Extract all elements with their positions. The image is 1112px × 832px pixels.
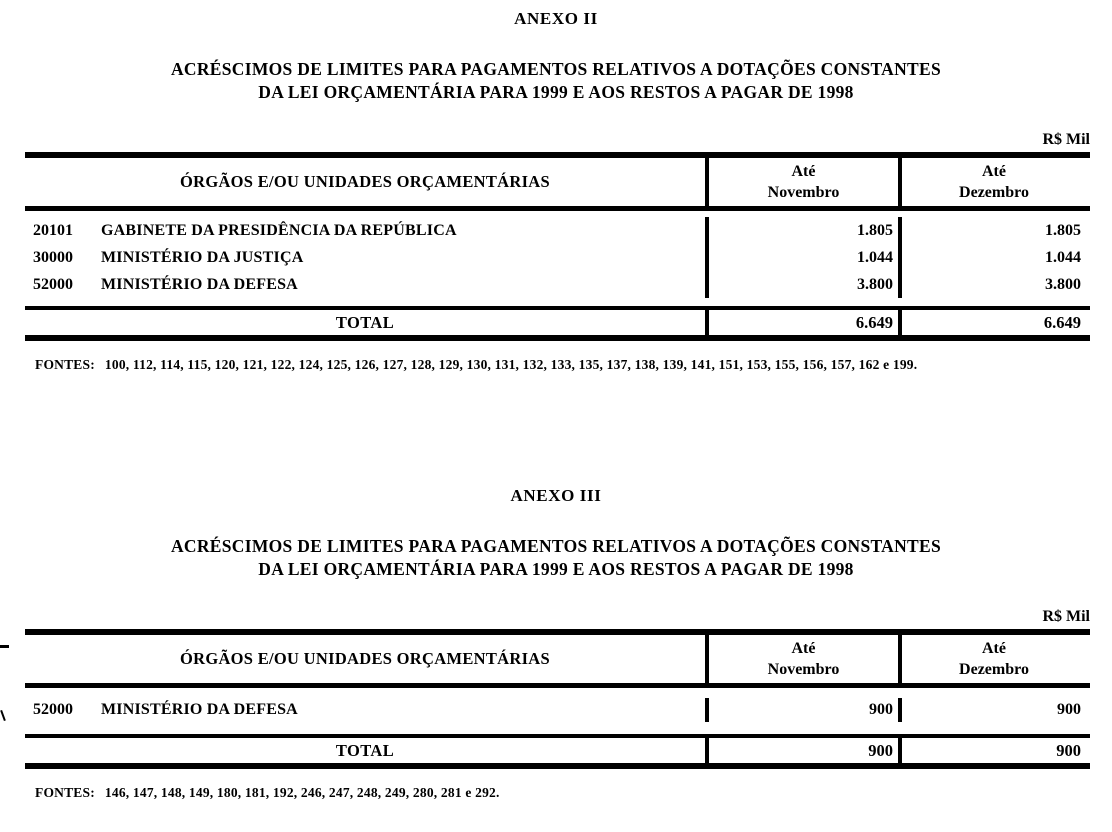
header-ate-label: Até (791, 640, 816, 657)
section-anexo-ii (0, 0, 1112, 373)
anexo-ii-table-body (25, 211, 1090, 306)
total-novembro: 900 (705, 738, 898, 763)
anexo-ii-subtitle-line2: DA LEI ORÇAMENTÁRIA PARA 1999 E AOS RESTOS A PAGAR DE 1998 (258, 82, 854, 102)
column-header-ate-novembro (705, 635, 898, 683)
anexo-iii-subtitle (0, 535, 1112, 581)
value-novembro: 1.805 (705, 217, 898, 244)
column-header-ate-dezembro (898, 635, 1086, 683)
anexo-iii-fontes (35, 785, 1112, 801)
table-row (25, 698, 1090, 722)
header-novembro-label: Novembro (767, 184, 840, 201)
total-label: TOTAL (335, 313, 395, 332)
anexo-ii-table (25, 152, 1090, 341)
anexo-ii-title: ANEXO II (514, 9, 598, 28)
org-name: MINISTÉRIO DA DEFESA (101, 701, 298, 718)
anexo-iii-total-row (25, 734, 1090, 763)
value-novembro: 3.800 (705, 271, 898, 298)
anexo-iii-table (25, 629, 1090, 769)
table-row (25, 217, 1090, 244)
total-label: TOTAL (335, 741, 395, 760)
scan-artifact-dash (0, 645, 9, 648)
total-dezembro: 6.649 (898, 310, 1086, 335)
column-header-ate-dezembro (898, 158, 1086, 206)
total-novembro: 6.649 (705, 310, 898, 335)
anexo-iii-subtitle-line2: DA LEI ORÇAMENTÁRIA PARA 1999 E AOS RESTOS A PAGAR DE 1998 (258, 559, 854, 579)
fontes-list: 146, 147, 148, 149, 180, 181, 192, 246, 247, 248, 249, 280, 281 e 292. (104, 785, 500, 800)
header-ate-label: Até (791, 163, 816, 180)
anexo-iii-subtitle-line1: ACRÉSCIMOS DE LIMITES PARA PAGAMENTOS RELATIVOS A DOTAÇÕES CONSTANTES (170, 536, 942, 556)
anexo-ii-table-header (25, 158, 1090, 211)
header-dezembro-label: Dezembro (959, 184, 1029, 201)
org-code: 52000 (33, 701, 73, 718)
total-dezembro: 900 (898, 738, 1086, 763)
org-name: GABINETE DA PRESIDÊNCIA DA REPÚBLICA (101, 222, 457, 239)
column-header-ate-novembro (705, 158, 898, 206)
header-novembro-label: Novembro (767, 661, 840, 678)
table-row (25, 271, 1090, 298)
anexo-ii-total-row (25, 306, 1090, 335)
header-dezembro-label: Dezembro (959, 661, 1029, 678)
value-dezembro: 900 (898, 698, 1086, 722)
header-ate-label: Até (982, 163, 1006, 180)
value-novembro: 900 (705, 698, 898, 722)
anexo-iii-title: ANEXO III (510, 486, 602, 505)
org-code: 52000 (33, 276, 73, 293)
value-novembro: 1.044 (705, 244, 898, 271)
anexo-iii-table-header (25, 635, 1090, 688)
org-name: MINISTÉRIO DA JUSTIÇA (101, 249, 304, 266)
table-row (25, 244, 1090, 271)
org-code: 30000 (33, 249, 73, 266)
org-code: 20101 (33, 222, 73, 239)
anexo-iii-unit-label: R$ Mil (1042, 608, 1090, 625)
anexo-ii-fontes (35, 357, 1112, 373)
value-dezembro: 3.800 (898, 271, 1086, 298)
anexo-ii-unit-label: R$ Mil (1042, 131, 1090, 148)
fontes-list: 100, 112, 114, 115, 120, 121, 122, 124, 125, 126, 127, 128, 129, 130, 131, 132, 133, 135, 137, 138, 139, 141, 151, 153, 155, 156, 157, 162 e 199. (104, 357, 918, 372)
fontes-label: FONTES: (35, 785, 95, 800)
column-header-orgaos: ÓRGÃOS E/OU UNIDADES ORÇAMENTÁRIAS (179, 172, 551, 191)
value-dezembro: 1.805 (898, 217, 1086, 244)
fontes-label: FONTES: (35, 357, 95, 372)
anexo-ii-subtitle (0, 58, 1112, 104)
header-ate-label: Até (982, 640, 1006, 657)
value-dezembro: 1.044 (898, 244, 1086, 271)
anexo-iii-table-body (25, 688, 1090, 734)
section-anexo-iii (0, 486, 1112, 801)
anexo-ii-subtitle-line1: ACRÉSCIMOS DE LIMITES PARA PAGAMENTOS RELATIVOS A DOTAÇÕES CONSTANTES (170, 59, 942, 79)
org-name: MINISTÉRIO DA DEFESA (101, 276, 298, 293)
column-header-orgaos: ÓRGÃOS E/OU UNIDADES ORÇAMENTÁRIAS (179, 649, 551, 668)
